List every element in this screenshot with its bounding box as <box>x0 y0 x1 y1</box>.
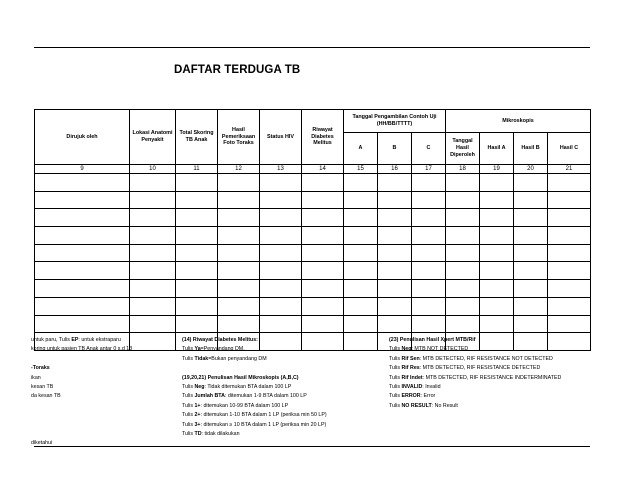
note-line <box>389 402 561 411</box>
column-number: 9 <box>35 165 130 174</box>
page-title: DAFTAR TERDUGA TB <box>174 64 301 76</box>
table-cell[interactable] <box>548 297 591 315</box>
note-text: Tulis <box>182 346 195 353</box>
note-keyword: Rif Sen <box>401 355 420 362</box>
table-cell[interactable] <box>412 280 446 298</box>
table-cell[interactable] <box>218 315 260 333</box>
table-cell[interactable] <box>176 244 218 262</box>
table-cell[interactable] <box>412 191 446 209</box>
table-cell[interactable] <box>480 262 514 280</box>
note-line <box>182 374 327 383</box>
note-keyword: Jumlah BTA <box>194 393 225 400</box>
table-cell[interactable] <box>35 262 130 280</box>
note-line <box>31 430 170 439</box>
table-cell[interactable] <box>260 280 302 298</box>
table-row <box>35 297 591 315</box>
note-text: Tulis <box>389 365 402 372</box>
table-cell[interactable] <box>218 174 260 192</box>
note-line <box>182 411 327 420</box>
note-text: : ditemukan 10-99 BTA dalam 100 LP <box>200 402 289 409</box>
table-cell[interactable] <box>514 174 548 192</box>
column-number: 20 <box>514 165 548 174</box>
table-cell[interactable] <box>412 227 446 245</box>
note-text: : MTB DETECTED, RIF RESISTANCE NOT DETECTED <box>419 355 553 362</box>
note-line <box>182 364 327 373</box>
note-keyword: 3+ <box>194 421 201 428</box>
header-hasil-a: Hasil A <box>480 133 514 165</box>
note-line <box>182 392 327 401</box>
note-text: : ditemukan ≥ 10 BTA dalam 1 LP (periksa min 20 LP) <box>200 421 327 428</box>
table-row <box>35 191 591 209</box>
note-text: : MTB DETECTED, RIF RESISTANCE DETECTED <box>419 365 541 372</box>
note-line <box>389 392 561 401</box>
table-cell[interactable] <box>480 227 514 245</box>
note-text: Tulis <box>182 355 195 362</box>
column-number: 12 <box>218 165 260 174</box>
table-cell[interactable] <box>344 297 378 315</box>
table-cell[interactable] <box>302 315 344 333</box>
note-text: Tulis <box>389 346 402 353</box>
table-cell[interactable] <box>260 174 302 192</box>
table-cell[interactable] <box>378 209 412 227</box>
table-cell[interactable] <box>446 262 480 280</box>
table-cell[interactable] <box>176 280 218 298</box>
table-cell[interactable] <box>35 174 130 192</box>
table-cell[interactable] <box>446 191 480 209</box>
table-cell[interactable] <box>378 191 412 209</box>
header-hasil-foto: Hasil Pemeriksaan Foto Toraks <box>218 110 260 165</box>
note-line <box>31 336 170 345</box>
table-cell[interactable] <box>344 209 378 227</box>
table-cell[interactable] <box>548 227 591 245</box>
column-number: 17 <box>412 165 446 174</box>
note-text: Tulis <box>182 383 195 390</box>
table-row <box>35 227 591 245</box>
table-cell[interactable] <box>260 315 302 333</box>
table-cell[interactable] <box>130 280 176 298</box>
table-cell[interactable] <box>514 244 548 262</box>
table-cell[interactable] <box>35 297 130 315</box>
table-cell[interactable] <box>35 227 130 245</box>
table-cell[interactable] <box>480 174 514 192</box>
table-cell[interactable] <box>130 244 176 262</box>
table-row <box>35 315 591 333</box>
note-text: =Penyandang DM, <box>200 346 245 353</box>
table-cell[interactable] <box>176 209 218 227</box>
note-keyword: EP <box>71 337 79 343</box>
table-cell[interactable] <box>344 333 378 351</box>
table-cell[interactable] <box>344 315 378 333</box>
note-text: : tidak dilakukan <box>201 430 240 437</box>
note-line <box>182 430 327 439</box>
table-row <box>35 209 591 227</box>
table-cell[interactable] <box>176 227 218 245</box>
notes-column-3 <box>389 336 561 411</box>
header-tgl-b: B <box>378 133 412 165</box>
table-cell[interactable] <box>548 262 591 280</box>
table-cell[interactable] <box>514 297 548 315</box>
note-line <box>182 383 327 392</box>
note-line <box>389 336 561 345</box>
note-line <box>389 355 561 364</box>
table-cell[interactable] <box>412 262 446 280</box>
note-keyword: (19,20,21) Penulisan Hasil Mikroskopis (A,B,C) <box>182 374 299 381</box>
table-cell[interactable] <box>480 191 514 209</box>
table-cell[interactable] <box>412 174 446 192</box>
table-cell[interactable] <box>35 280 130 298</box>
column-number: 14 <box>302 165 344 174</box>
note-text: : ditemukan 1-9 BTA dalam 100 LP <box>224 393 307 400</box>
table-row <box>35 244 591 262</box>
note-line <box>31 411 170 420</box>
note-line <box>389 374 561 383</box>
table-cell[interactable] <box>480 244 514 262</box>
table-cell[interactable] <box>412 244 446 262</box>
note-text: Tulis <box>182 430 195 437</box>
note-line <box>31 392 170 401</box>
column-number: 13 <box>260 165 302 174</box>
table-cell[interactable] <box>176 262 218 280</box>
note-line <box>182 345 327 354</box>
note-keyword: ERROR <box>401 393 421 400</box>
table-cell[interactable] <box>344 174 378 192</box>
note-text: : MTB NOT DETECTED <box>411 346 469 353</box>
note-text: : No Result <box>431 402 458 409</box>
note-keyword: Ya <box>194 346 201 353</box>
note-keyword: Tidak <box>194 355 209 362</box>
table-cell[interactable] <box>480 297 514 315</box>
register-table <box>34 109 591 351</box>
table-cell[interactable] <box>548 244 591 262</box>
table-cell[interactable] <box>302 262 344 280</box>
note-line <box>31 439 170 448</box>
table-cell[interactable] <box>35 315 130 333</box>
table-cell[interactable] <box>514 315 548 333</box>
table-cell[interactable] <box>130 174 176 192</box>
table-cell[interactable] <box>378 174 412 192</box>
note-keyword: INVALID <box>401 383 423 390</box>
table-cell[interactable] <box>302 280 344 298</box>
table-cell[interactable] <box>302 227 344 245</box>
note-text: Tulis <box>389 393 402 400</box>
note-line <box>389 345 561 354</box>
note-text: Tulis <box>182 412 195 419</box>
table-cell[interactable] <box>302 244 344 262</box>
table-cell[interactable] <box>412 297 446 315</box>
note-text: : Invalid <box>422 383 441 390</box>
note-text: : Tidak ditemukan BTA dalam 100 LP <box>204 383 292 390</box>
note-line <box>31 402 170 411</box>
header-tanggal-group: Tanggal Pengambilan Contoh Uji (HH/BB/TTTT) <box>344 110 446 133</box>
table-cell[interactable] <box>35 244 130 262</box>
column-number: 16 <box>378 165 412 174</box>
note-keyword: NO RESULT <box>401 402 432 409</box>
table-cell[interactable] <box>548 209 591 227</box>
column-number: 18 <box>446 165 480 174</box>
table-cell[interactable] <box>35 209 130 227</box>
header-tgl-a: A <box>344 133 378 165</box>
table-cell[interactable] <box>514 209 548 227</box>
table-cell[interactable] <box>218 209 260 227</box>
header-tanggal-hasil: Tanggal Hasil Diperoleh <box>446 133 480 165</box>
table-cell[interactable] <box>176 315 218 333</box>
header-lokasi-anatomi: Lokasi Anatomi Penyakit <box>130 110 176 165</box>
note-line <box>182 402 327 411</box>
table-cell[interactable] <box>218 191 260 209</box>
header-hasil-b: Hasil B <box>514 133 548 165</box>
note-text: : untuk ekstraparu <box>78 337 121 343</box>
table-cell[interactable] <box>260 227 302 245</box>
note-keyword: (14) Riwayat Diabetes Melitus: <box>182 337 258 343</box>
column-number: 11 <box>176 165 218 174</box>
table-cell[interactable] <box>378 227 412 245</box>
table-cell[interactable] <box>218 280 260 298</box>
table-row <box>35 174 591 192</box>
column-number-row <box>35 165 591 174</box>
note-text: Tulis <box>182 402 195 409</box>
table-cell[interactable] <box>260 297 302 315</box>
table-cell[interactable] <box>412 209 446 227</box>
table-cell[interactable] <box>176 174 218 192</box>
table-cell[interactable] <box>218 227 260 245</box>
column-number: 15 <box>344 165 378 174</box>
column-number: 19 <box>480 165 514 174</box>
table-cell[interactable] <box>218 262 260 280</box>
note-text: : Error <box>420 393 436 400</box>
table-cell[interactable] <box>218 244 260 262</box>
note-line <box>31 421 170 430</box>
note-text: : ditemukan 1-10 BTA dalam 1 LP (periksa min 50 LP) <box>200 412 327 419</box>
note-text: koring untuk pasien TB Anak antar 0 s.d 13 <box>31 346 133 353</box>
note-keyword: 1+ <box>194 402 201 409</box>
table-cell[interactable] <box>514 280 548 298</box>
note-text: Tulis <box>389 383 402 390</box>
table-cell[interactable] <box>302 191 344 209</box>
table-cell[interactable] <box>514 262 548 280</box>
table-cell[interactable] <box>548 174 591 192</box>
top-rule <box>34 47 590 48</box>
note-keyword: Neg <box>194 383 205 390</box>
table-cell[interactable] <box>130 227 176 245</box>
table-cell[interactable] <box>260 244 302 262</box>
table-cell[interactable] <box>260 191 302 209</box>
bottom-rule <box>34 446 590 447</box>
table-cell[interactable] <box>130 262 176 280</box>
table-row <box>35 280 591 298</box>
table-cell[interactable] <box>378 244 412 262</box>
table-cell[interactable] <box>446 244 480 262</box>
note-keyword: Neg <box>401 346 412 353</box>
header-riwayat-dm: Riwayat Diabetes Melitus <box>302 110 344 165</box>
table-cell[interactable] <box>344 191 378 209</box>
table-cell[interactable] <box>446 174 480 192</box>
note-text: da kesan TB <box>31 393 61 400</box>
note-text: untuk paru, Tulis <box>31 337 72 343</box>
note-text: =Bukan penyandang DM <box>208 355 267 362</box>
note-text: kesan TB <box>31 383 54 390</box>
table-cell[interactable] <box>344 244 378 262</box>
note-text: Tulis <box>389 402 402 409</box>
table-cell[interactable] <box>378 280 412 298</box>
note-text: Tulis <box>389 374 402 381</box>
table-cell[interactable] <box>480 315 514 333</box>
note-keyword: Rif Indet <box>401 374 423 381</box>
note-text: diketahui <box>31 440 53 447</box>
header-tgl-c: C <box>412 133 446 165</box>
column-number: 10 <box>130 165 176 174</box>
table-cell[interactable] <box>548 191 591 209</box>
note-line <box>31 364 170 373</box>
note-line <box>389 383 561 392</box>
table-cell[interactable] <box>35 191 130 209</box>
note-line <box>389 364 561 373</box>
table-cell[interactable] <box>344 227 378 245</box>
table-cell[interactable] <box>260 262 302 280</box>
table-cell[interactable] <box>218 297 260 315</box>
table-cell[interactable] <box>446 315 480 333</box>
table-cell[interactable] <box>302 174 344 192</box>
note-line <box>31 355 170 364</box>
table-cell[interactable] <box>548 315 591 333</box>
note-keyword: (23) Penulisan Hasil Xpert MTB/Rif <box>389 337 476 343</box>
table-cell[interactable] <box>480 209 514 227</box>
header-total-skoring: Total Skoring TB Anak <box>176 110 218 165</box>
table-cell[interactable] <box>412 315 446 333</box>
note-text: Tulis <box>182 421 195 428</box>
table-cell[interactable] <box>302 209 344 227</box>
table-cell[interactable] <box>130 315 176 333</box>
note-text: : MTB DETECTED, RIF RESISTANCE INDETERMINATED <box>422 374 562 381</box>
table-cell[interactable] <box>480 280 514 298</box>
header-mikroskopis-group: Mikroskopis <box>446 110 591 133</box>
table-cell[interactable] <box>548 280 591 298</box>
note-keyword: -Toraks <box>31 365 50 372</box>
table-row <box>35 262 591 280</box>
header-status-hiv: Status HIV <box>260 110 302 165</box>
note-line <box>31 383 170 392</box>
note-text: Tulis <box>389 355 402 362</box>
table-cell[interactable] <box>446 227 480 245</box>
note-line <box>182 355 327 364</box>
table-cell[interactable] <box>344 280 378 298</box>
notes-column-2 <box>182 336 327 439</box>
table-cell[interactable] <box>378 315 412 333</box>
note-keyword: Rif Res <box>401 365 420 372</box>
table-cell[interactable] <box>302 297 344 315</box>
table-cell[interactable] <box>260 209 302 227</box>
table-cell[interactable] <box>446 209 480 227</box>
table-cell[interactable] <box>130 297 176 315</box>
table-cell[interactable] <box>176 191 218 209</box>
table-cell[interactable] <box>378 297 412 315</box>
table-cell[interactable] <box>130 191 176 209</box>
note-text: ikan <box>31 374 41 381</box>
note-line <box>182 421 327 430</box>
table-cell[interactable] <box>514 227 548 245</box>
table-cell[interactable] <box>446 297 480 315</box>
note-keyword: TD <box>194 430 202 437</box>
column-number: 21 <box>548 165 591 174</box>
note-line <box>182 336 327 345</box>
table-cell[interactable] <box>446 280 480 298</box>
table-cell[interactable] <box>344 262 378 280</box>
table-cell[interactable] <box>130 209 176 227</box>
note-text: Tulis <box>182 393 195 400</box>
table-cell[interactable] <box>176 297 218 315</box>
notes-column-1 <box>31 336 170 449</box>
table-cell[interactable] <box>378 262 412 280</box>
header-dirujuk: Dirujuk oleh <box>35 110 130 165</box>
note-line <box>31 345 170 354</box>
table-cell[interactable] <box>514 191 548 209</box>
header-hasil-c: Hasil C <box>548 133 591 165</box>
note-keyword: 2+ <box>194 412 201 419</box>
note-line <box>31 374 170 383</box>
